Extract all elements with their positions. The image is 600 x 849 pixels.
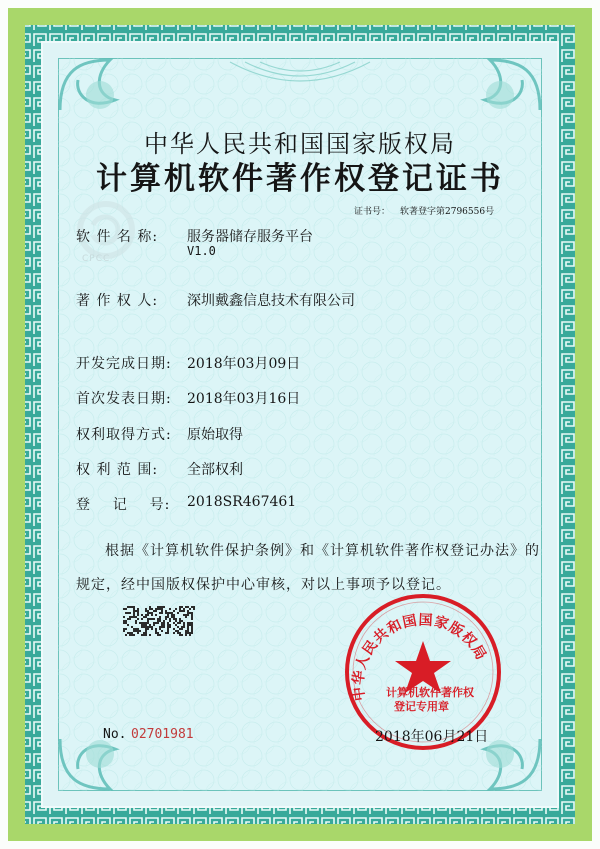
certificate-number: 软著登字第2796556号: [400, 207, 495, 217]
publication-date-value: 2018年03月16日: [187, 391, 301, 407]
seal-ring-text: 中华人民共和国国家版权局: [350, 612, 490, 702]
rights-scope-label: 权 利 范 围:: [76, 462, 159, 478]
registration-number-value: 2018SR467461: [187, 494, 297, 510]
statement-line-2: 规定，经中国版权保护中心审核，对以上事项予以登记。: [76, 577, 451, 593]
acquisition-method-label: 权利取得方式:: [76, 427, 172, 443]
statement-line-1: 根据《计算机软件保护条例》和《计算机软件著作权登记办法》的: [105, 543, 540, 559]
certificate-title: 计算机软件著作权登记证书: [96, 161, 504, 197]
acquisition-method-value: 原始取得: [187, 427, 243, 443]
serial-number-label: No.: [103, 727, 127, 742]
software-name-label: 软 件 名 称:: [76, 229, 159, 245]
issuing-authority: 中华人民共和国国家版权局: [144, 130, 456, 158]
cpcc-watermark-text: CPCC: [82, 254, 111, 264]
publication-date-label: 首次发表日期:: [76, 391, 172, 407]
rights-scope-value: 全部权利: [187, 462, 243, 478]
software-name-value: 服务器储存服务平台: [187, 229, 313, 245]
issue-date: 2018年06月21日: [375, 729, 489, 745]
copyright-owner-label: 著 作 权 人:: [76, 293, 159, 309]
serial-number-value: 02701981: [131, 727, 194, 742]
certificate-number-label: 证书号：: [354, 207, 391, 217]
copyright-owner-value: 深圳戴鑫信息技术有限公司: [187, 293, 355, 309]
registration-number-label: 登 记 号:: [76, 497, 171, 513]
development-date-label: 开发完成日期:: [76, 356, 172, 372]
development-date-value: 2018年03月09日: [187, 356, 301, 372]
software-version-value: V1.0: [187, 244, 216, 258]
seal-line-2: 登记专用章: [394, 700, 449, 713]
seal-line-1: 计算机软件著作权: [386, 686, 474, 699]
